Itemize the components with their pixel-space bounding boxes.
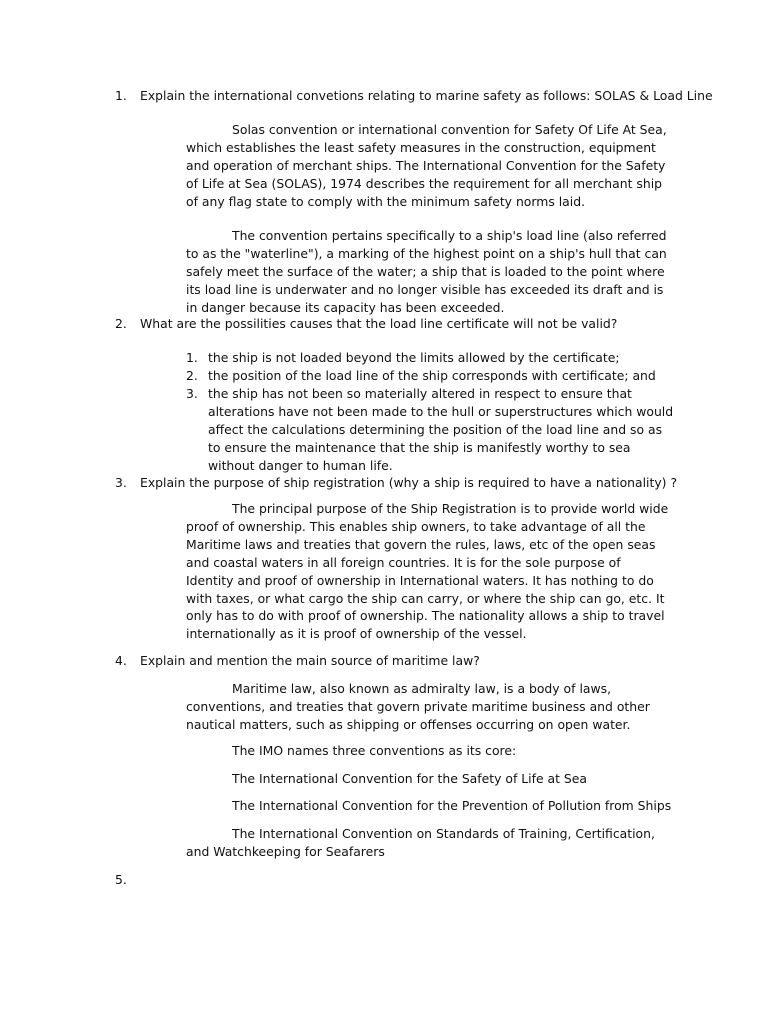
- question-text: Explain the international convetions relating to marine safety as follows: SOLAS & Load Line: [140, 88, 713, 103]
- core-conventions-intro: The IMO names three conventions as its core:: [232, 743, 517, 758]
- question-number: 3.: [115, 475, 127, 490]
- question-number: 4.: [115, 653, 127, 668]
- question-text: Explain and mention the main source of maritime law?: [140, 653, 480, 668]
- convention-item: The International Convention for the Prevention of Pollution from Ships: [232, 798, 672, 813]
- question-number: 2.: [115, 316, 127, 331]
- list-item-text: the ship has not been so materially altered in respect to ensure that alterations have not been made to the hull or superstructures which would affect the calculations determining the position of the load line and so as to ensure the maintenance that the ship is manifestly worthy to sea without danger to human life.: [208, 386, 674, 473]
- question-text: Explain the purpose of ship registration (why a ship is required to have a nationality) ?: [140, 475, 678, 490]
- answer-paragraph: The convention pertains specifically to a ship's load line (also referred to as the "waterline"), a marking of the highest point on a ship's hull that can safely meet the surface of the water; a ship that is loaded to the point where its load line is underwater and no longer visible has exceeded its draft and is in danger because its capacity has been exceeded.: [186, 228, 667, 315]
- answer-paragraph: Solas convention or international convention for Safety Of Life At Sea, which establishes the least safety measures in the construction, equipment and operation of merchant ships. The International Convention for the Safety of Life at Sea (SOLAS), 1974 describes the requirement for all merchant ship of any flag state to comply with the minimum safety norms laid.: [186, 122, 667, 209]
- list-item-number: 2.: [186, 368, 198, 383]
- convention-item: The International Convention for the Safety of Life at Sea: [232, 771, 588, 786]
- list-item-text: the ship is not loaded beyond the limits allowed by the certificate;: [208, 350, 620, 365]
- answer-paragraph: The principal purpose of the Ship Registration is to provide world wide proof of ownership. This enables ship owners, to take advantage of all the Maritime laws and treaties that govern the rules, laws, etc of the open seas and coastal waters in all foreign countries. It is for the sole purpose of Identity and proof of ownership in International waters. It has nothing to do with taxes, or what cargo the ship can carry, or where the ship can go, etc. It only has to do with proof of ownership. The nationality allows a ship to travel internationally as it is proof of ownership of the vessel.: [186, 501, 669, 642]
- question-number: 1.: [115, 88, 127, 103]
- list-item-number: 3.: [186, 386, 198, 401]
- question-number: 5.: [115, 872, 127, 887]
- list-item-text: the position of the load line of the ship corresponds with certificate; and: [208, 368, 656, 383]
- question-text: What are the possilities causes that the load line certificate will not be valid?: [140, 316, 618, 331]
- convention-item: The International Convention on Standards of Training, Certification, and Watchkeeping for Seafarers: [186, 826, 655, 859]
- list-item-number: 1.: [186, 350, 198, 365]
- answer-paragraph: Maritime law, also known as admiralty law, is a body of laws, conventions, and treaties that govern private maritime business and other nautical matters, such as shipping or offenses occurring on open water.: [186, 681, 650, 732]
